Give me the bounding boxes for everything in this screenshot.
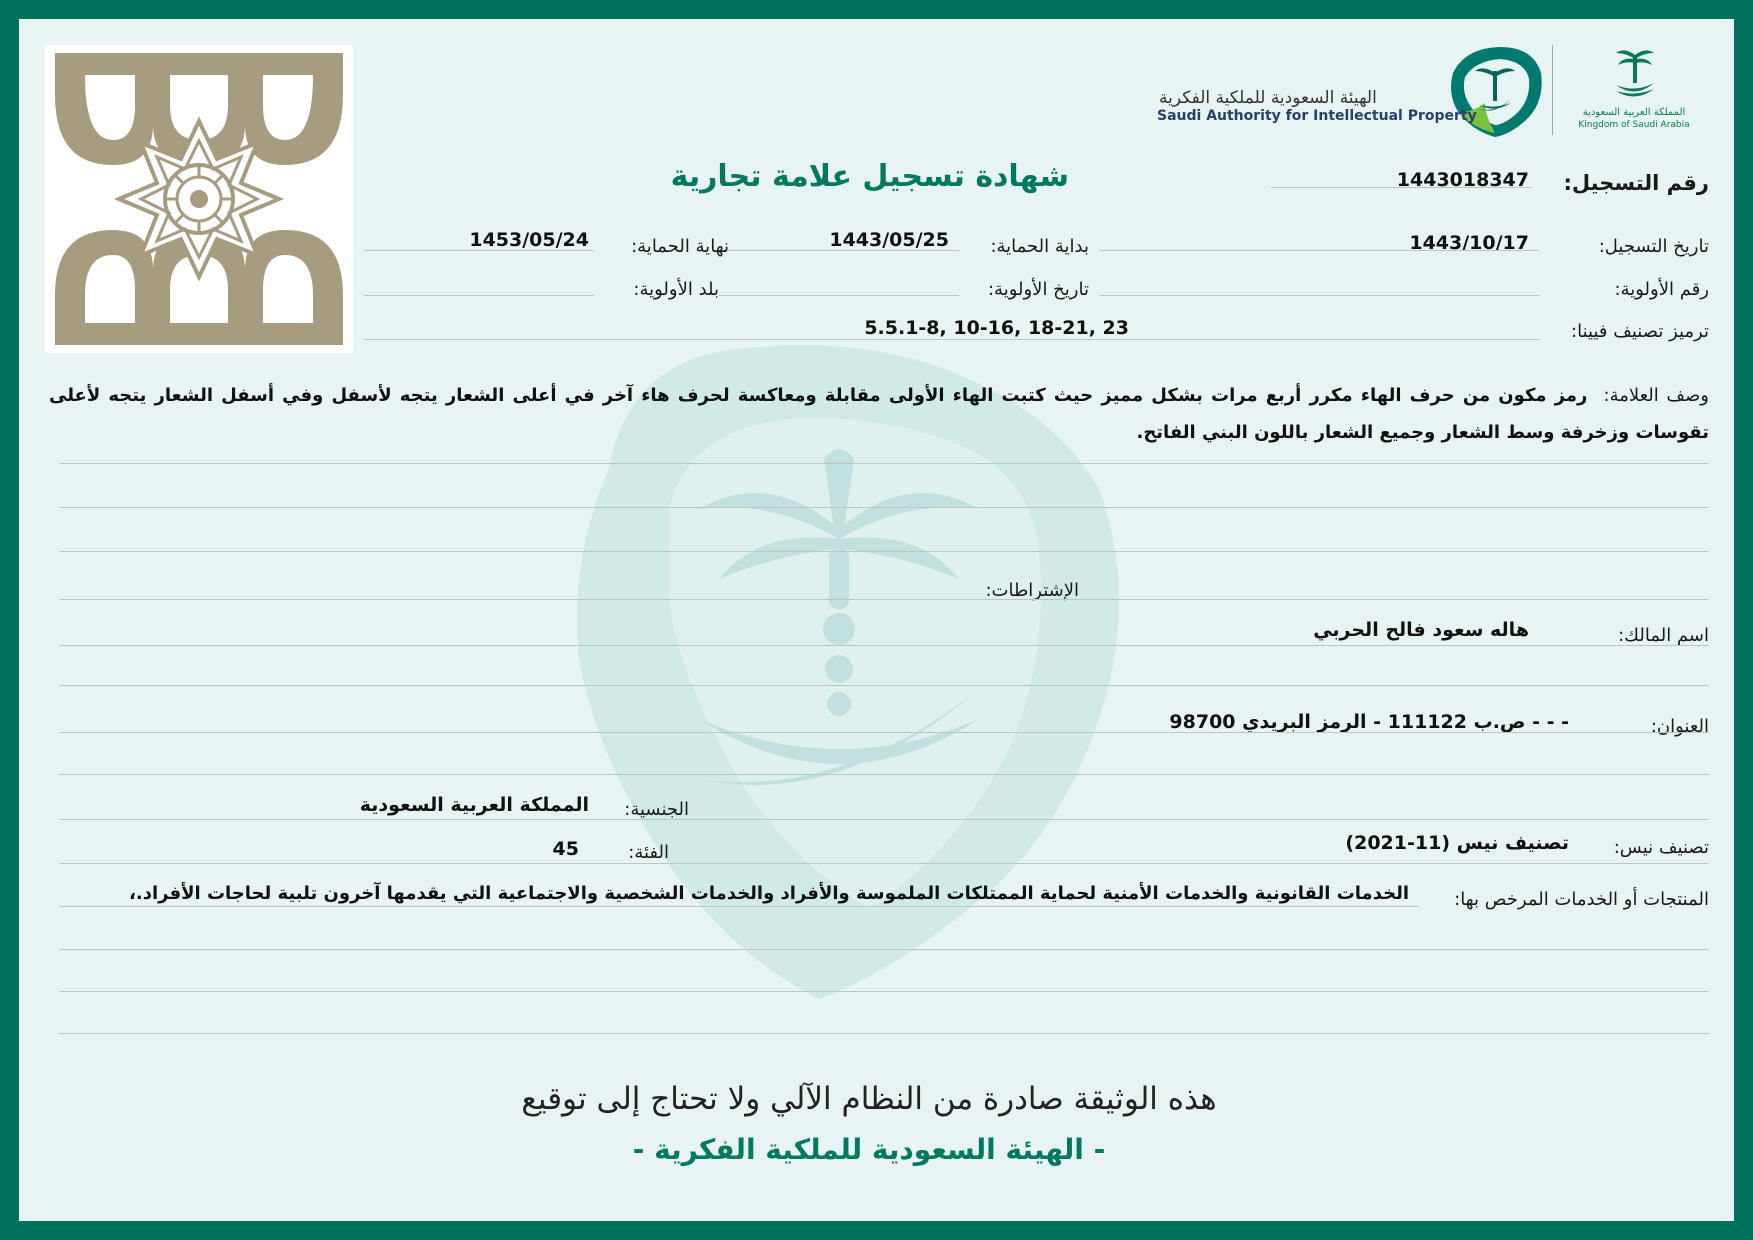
mark-description-text: رمز مكون من حرف الهاء مكرر أربع مرات بشكل مميز حيث كتبت الهاء الأولى مقابلة ومعاكسة لحرف هاء آخر في أعلى الشعار يتجه لأسفل وفي أسفل الشعار يتجه لأعلى تقوسات وزخرفة وسط الشعار وجميع الشعار باللون البني الفاتح. xyxy=(49,385,1709,443)
nationality-label: الجنسية: xyxy=(624,799,689,820)
nationality-value: المملكة العربية السعودية xyxy=(359,794,589,816)
protection-end-line xyxy=(364,250,594,251)
priority-number-label: رقم الأولوية: xyxy=(1614,279,1709,300)
owner-name-label: اسم المالك: xyxy=(1618,625,1709,646)
priority-number-line xyxy=(1099,295,1539,296)
authority-name-ar: الهيئة السعودية للملكية الفكرية xyxy=(1159,88,1377,108)
nice-classification-line xyxy=(59,863,1709,864)
trademark-logo-image xyxy=(45,45,353,353)
priority-country-label: بلد الأولوية: xyxy=(633,279,719,300)
protection-start-label: بداية الحماية: xyxy=(990,236,1089,257)
registration-number-label: رقم التسجيل: xyxy=(1563,171,1709,195)
kingdom-name-ar: المملكة العربية السعودية xyxy=(1582,107,1686,118)
trademark-mark-icon xyxy=(45,45,353,353)
address-extra-line xyxy=(59,774,1709,775)
description-line-1 xyxy=(59,463,1709,464)
registration-date-value: 1443/10/17 xyxy=(1409,232,1529,254)
nice-classification-label: تصنيف نيس: xyxy=(1613,837,1709,858)
priority-date-label: تاريخ الأولوية: xyxy=(987,279,1089,300)
description-line-3 xyxy=(59,551,1709,552)
goods-services-line-1 xyxy=(59,906,1419,907)
address-label: العنوان: xyxy=(1650,716,1709,737)
certificate-paper xyxy=(19,19,1734,1221)
registration-date-label: تاريخ التسجيل: xyxy=(1598,236,1709,257)
header-divider xyxy=(1552,45,1553,135)
goods-services-value: الخدمات القانونية والخدمات الأمنية لحماية الممتلكات الملموسة والأفراد والخدمات الشخصية والاجتماعية التي يقدمها آخرون تلبية لحاجات الأفراد.، xyxy=(129,883,1409,904)
goods-services-line-4 xyxy=(59,1033,1709,1034)
mark-description-label: وصف العلامة: xyxy=(1603,385,1709,406)
footer-authority: - الهيئة السعودية للملكية الفكرية - xyxy=(632,1133,1106,1166)
goods-services-line-3 xyxy=(59,991,1709,992)
registration-number-value: 1443018347 xyxy=(1396,169,1529,191)
kingdom-name-en: Kingdom of Saudi Arabia xyxy=(1578,120,1690,130)
address-line xyxy=(59,732,1709,733)
authority-name-en: Saudi Authority for Intellectual Property xyxy=(1157,108,1477,124)
protection-end-value: 1453/05/24 xyxy=(469,229,589,251)
address-value: - - - ص.ب 111122 - الرمز البريدي 98700 xyxy=(1169,711,1569,733)
protection-start-value: 1443/05/25 xyxy=(829,229,949,251)
kingdom-emblem-icon xyxy=(1610,45,1660,105)
priority-date-line xyxy=(719,295,959,296)
class-value: 45 xyxy=(552,838,579,860)
vienna-code-value: 5.5.1-8, 10-16, 18-21, 23 xyxy=(864,317,1129,339)
owner-name-line xyxy=(59,645,1709,646)
nice-classification-value: تصنيف نيس (11-2021) xyxy=(1345,832,1569,854)
saip-logo-icon xyxy=(1445,43,1545,139)
registration-number-line xyxy=(1271,187,1531,188)
footer-notice: هذه الوثيقة صادرة من النظام الآلي ولا تحتاج إلى توقيع xyxy=(521,1081,1217,1117)
mark-description-value xyxy=(49,377,1709,451)
goods-services-label: المنتجات أو الخدمات المرخص بها: xyxy=(1454,889,1709,910)
owner-extra-line xyxy=(59,685,1709,686)
registration-date-line xyxy=(1099,250,1539,251)
nationality-line xyxy=(59,819,1709,820)
protection-end-label: نهاية الحماية: xyxy=(631,236,729,257)
owner-name-value: هاله سعود فالح الحربي xyxy=(1313,619,1529,641)
vienna-code-line xyxy=(364,339,1539,340)
certificate-title: شهادة تسجيل علامة تجارية xyxy=(670,159,1069,194)
protection-start-line xyxy=(719,250,959,251)
conditions-label: الإشتراطات: xyxy=(985,580,1079,601)
class-label: الفئة: xyxy=(628,842,669,863)
priority-country-line xyxy=(364,295,594,296)
vienna-code-label: ترميز تصنيف فيينا: xyxy=(1571,321,1709,342)
conditions-line xyxy=(59,599,1709,600)
description-line-2 xyxy=(59,507,1709,508)
goods-services-line-2 xyxy=(59,949,1709,950)
